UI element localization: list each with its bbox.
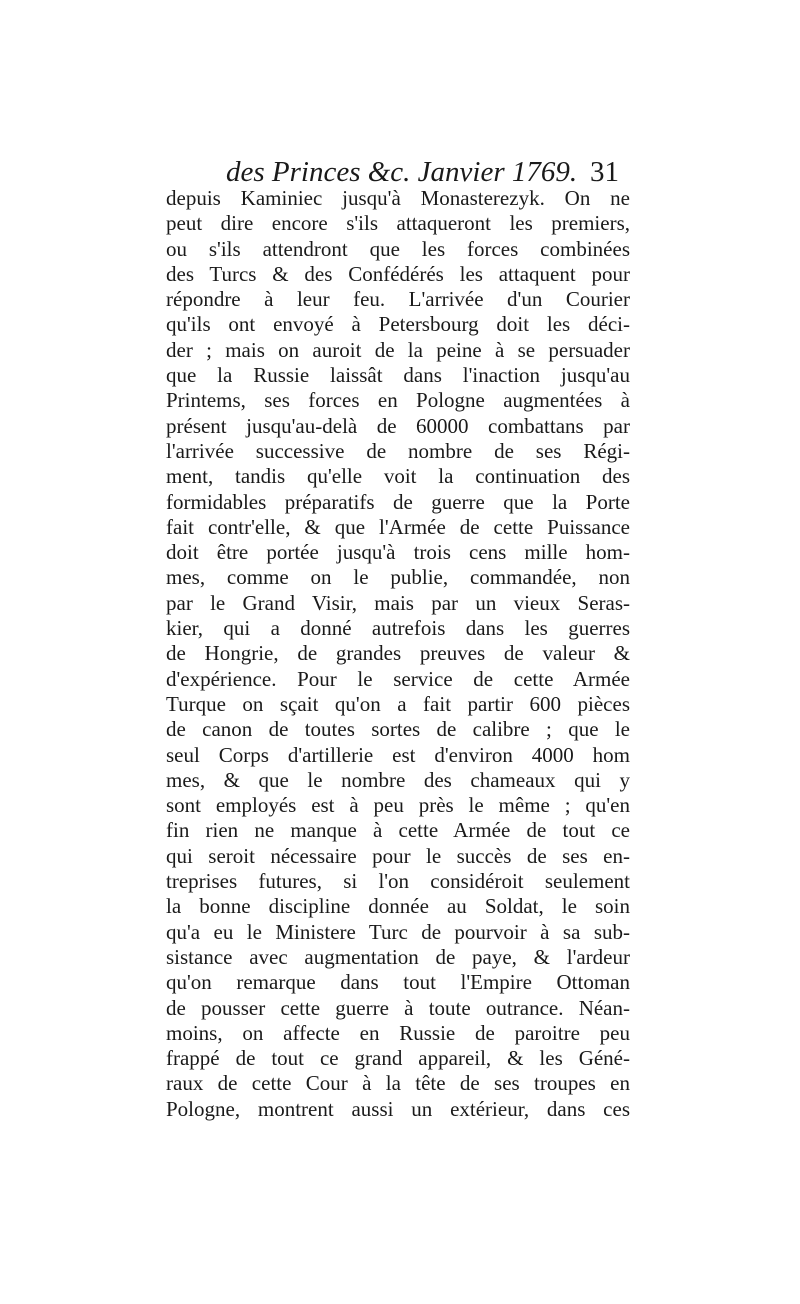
- text-line: kier, qui a donné autrefois dans les guerres: [166, 616, 630, 641]
- text-line: fait contr'elle, & que l'Armée de cette Puissance: [166, 514, 630, 539]
- text-line: par le Grand Visir, mais par un vieux Seras-: [166, 590, 630, 615]
- text-line: de canon de toutes sortes de calibre ; que le: [166, 717, 630, 742]
- text-line: moins, on affecte en Russie de paroitre peu: [166, 1020, 630, 1045]
- text-line: der ; mais on auroit de la peine à se persuader: [166, 337, 630, 362]
- text-line: qu'a eu le Ministere Turc de pourvoir à sa sub-: [166, 919, 630, 944]
- text-line: seul Corps d'artillerie est d'environ 4000 hom: [166, 742, 630, 767]
- body-text: [166, 186, 630, 1122]
- text-line: de Hongrie, de grandes preuves de valeur &: [166, 641, 630, 666]
- text-line: Turque on sçait qu'on a fait partir 600 pièces: [166, 691, 630, 716]
- text-line: qu'ils ont envoyé à Petersbourg doit les déci-: [166, 312, 630, 337]
- text-line: sistance avec augmentation de paye, & l'ardeur: [166, 944, 630, 969]
- text-line: des Turcs & des Confédérés les attaquent pour: [166, 261, 630, 286]
- text-line: ment, tandis qu'elle voit la continuation des: [166, 464, 630, 489]
- text-line: répondre à leur feu. L'arrivée d'un Courier: [166, 287, 630, 312]
- text-line: fin rien ne manque à cette Armée de tout ce: [166, 818, 630, 843]
- text-line: raux de cette Cour à la tête de ses troupes en: [166, 1071, 630, 1096]
- text-line: Pologne, montrent aussi un extérieur, dans ces: [166, 1096, 630, 1121]
- text-line: d'expérience. Pour le service de cette Armée: [166, 666, 630, 691]
- text-line: l'arrivée successive de nombre de ses Régi-: [166, 438, 630, 463]
- text-line: ou s'ils attendront que les forces combinées: [166, 236, 630, 261]
- running-head: des Princes &c. Janvier 1769.: [226, 156, 578, 188]
- text-line: qu'on remarque dans tout l'Empire Ottoman: [166, 970, 630, 995]
- text-line: que la Russie laissât dans l'inaction jusqu'au: [166, 363, 630, 388]
- text-line: treprises futures, si l'on considéroit seulement: [166, 869, 630, 894]
- text-line: qui seroit nécessaire pour le succès de ses en-: [166, 843, 630, 868]
- text-line: depuis Kaminiec jusqu'à Monasterezyk. On ne: [166, 186, 630, 210]
- text-line: présent jusqu'au-delà de 60000 combattans par: [166, 413, 630, 438]
- text-line: peut dire encore s'ils attaqueront les premiers,: [166, 211, 630, 236]
- text-line: de pousser cette guerre à toute outrance. Néan-: [166, 995, 630, 1020]
- text-line: doit être portée jusqu'à trois cens mille hom-: [166, 540, 630, 565]
- text-line: formidables préparatifs de guerre que la Porte: [166, 489, 630, 514]
- text-line: frappé de tout ce grand appareil, & les Géné-: [166, 1046, 630, 1071]
- text-line: Printems, ses forces en Pologne augmentées à: [166, 388, 630, 413]
- text-line: mes, comme on le publie, commandée, non: [166, 565, 630, 590]
- text-line: sont employés est à peu près le même ; qu'en: [166, 793, 630, 818]
- page-number: 31: [590, 156, 619, 188]
- text-line: la bonne discipline donnée au Soldat, le soin: [166, 894, 630, 919]
- text-line: mes, & que le nombre des chameaux qui y: [166, 767, 630, 792]
